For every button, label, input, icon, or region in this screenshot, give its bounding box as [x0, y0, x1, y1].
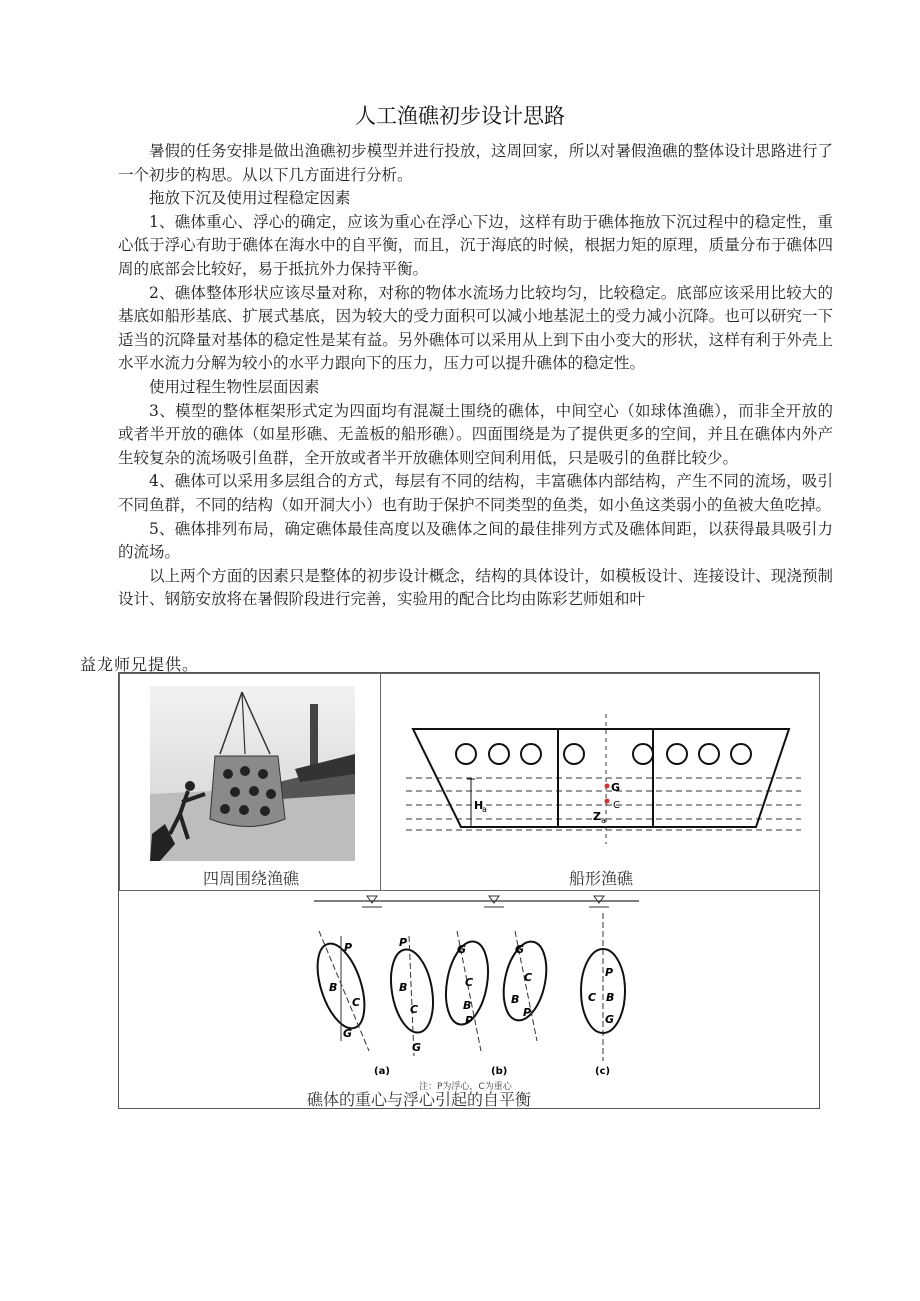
- ship-reef-cell: [380, 673, 820, 891]
- section-heading-stability: 拖放下沉及使用过程稳定因素: [149, 189, 351, 208]
- label-g-b2: G: [515, 943, 525, 956]
- label-b-c: B: [606, 991, 615, 1004]
- label-g-a2: G: [412, 1041, 422, 1054]
- reef-photo: [120, 674, 380, 864]
- self-balance-diagram: [119, 891, 819, 1081]
- diagram-note: 注：P为浮心，C为重心: [419, 1082, 512, 1092]
- paragraph-point-3: 3、模型的整体框架形式定为四面均有混凝土围绕的礁体，中间空心（如球体渔礁），而非全开放的或者半开放的礁体（如星形礁、无盖板的船形礁）。四面围绕是为了提供更多的空间，并且在礁体内外产生较复杂的流场吸引鱼群，全开放或者半开放礁体则空间利用低，只是吸引的鱼群比较少。: [118, 401, 833, 467]
- signature-line: 益龙师兄提供。: [80, 655, 200, 674]
- label-p-b: P: [465, 1014, 474, 1027]
- label-c-c: C: [588, 991, 597, 1004]
- paragraph-summary: 以上两个方面的因素只是整体的初步设计概念，结构的具体设计，如模板设计、连接设计、现浇预制设计、钢筋安放将在暑假阶段进行完善，实验用的配合比均由陈彩艺师姐和叶: [118, 566, 833, 609]
- label-case-c: (c): [595, 1066, 611, 1077]
- photo-cell: [119, 673, 381, 891]
- label-p-b2: P: [523, 1006, 532, 1019]
- label-h: H: [474, 799, 484, 812]
- caption-ship-reef: 船形渔礁: [568, 869, 633, 888]
- label-g-b: G: [457, 943, 467, 956]
- label-p-c: P: [605, 966, 614, 979]
- ship-reef-diagram: [381, 674, 819, 864]
- balance-cell: [119, 891, 819, 1108]
- label-h-sub: a: [482, 805, 487, 814]
- label-b-b2: B: [511, 993, 520, 1006]
- label-c-b2: C: [524, 971, 533, 984]
- label-c: C: [613, 800, 620, 811]
- label-b-b: B: [463, 999, 472, 1012]
- caption-surrounded-reef: 四周围绕渔礁: [202, 869, 299, 888]
- paragraph-point-2: 2、礁体整体形状应该尽量对称，对称的物体水流场力比较均匀，比较稳定。底部应该采用比较大的基底如船形基底、扩展式基底，因为较大的受力面积可以减小地基泥土的受力减小沉降。也可以研究一下适当的沉降量对基体的稳定性是某有益。另外礁体可以采用从上到下由小变大的形状，这样有利于外壳上水平水流力分解为较小的水平力跟向下的压力，压力可以提升礁体的稳定性。: [118, 283, 833, 373]
- paragraph-intro: 暑假的任务安排是做出渔礁初步模型并进行投放，这周回家，所以对暑假渔礁的整体设计思路进行了一个初步的构思。从以下几方面进行分析。: [118, 142, 833, 184]
- label-z: Z: [593, 810, 601, 823]
- label-p-a: P: [344, 941, 353, 954]
- section-heading-biology: 使用过程生物性层面因素: [149, 377, 320, 396]
- label-case-b: (b): [491, 1066, 508, 1077]
- label-g: G: [611, 781, 621, 794]
- body-text: [118, 140, 833, 612]
- label-z-sub: a: [601, 816, 606, 825]
- label-p-a2: P: [399, 936, 408, 949]
- caption-self-balance: 礁体的重心与浮心引起的自平衡: [306, 1090, 531, 1109]
- label-c-a: C: [352, 996, 361, 1009]
- label-b-a2: B: [399, 981, 408, 994]
- label-c-a2: C: [410, 1003, 419, 1016]
- page-title: 人工渔礁初步设计思路: [355, 104, 565, 128]
- label-g-c: G: [605, 1013, 615, 1026]
- paragraph-point-5: 5、礁体排列布局，确定礁体最佳高度以及礁体之间的最佳排列方式及礁体间距，以获得最具吸引力的流场。: [118, 519, 833, 562]
- label-c-b: C: [465, 976, 474, 989]
- label-case-a: (a): [374, 1066, 390, 1077]
- paragraph-point-4: 4、礁体可以采用多层组合的方式，每层有不同的结构，丰富礁体内部结构，产生不同的流场，吸引不同鱼群，不同的结构（如开洞大小）也有助于保护不同类型的鱼类，如小鱼这类弱小的鱼被大鱼吃掉。: [118, 472, 833, 514]
- figure-panel: [118, 672, 820, 1109]
- paragraph-point-1: 1、礁体重心、浮心的确定，应该为重心在浮心下边，这样有助于礁体拖放下沉过程中的稳定性，重心低于浮心有助于礁体在海水中的自平衡，而且，沉于海底的时候，根据力矩的原理，质量分布于礁体四周的底部会比较好，易于抵抗外力保持平衡。: [118, 212, 833, 278]
- label-b-a: B: [329, 981, 338, 994]
- label-g-a: G: [343, 1027, 353, 1040]
